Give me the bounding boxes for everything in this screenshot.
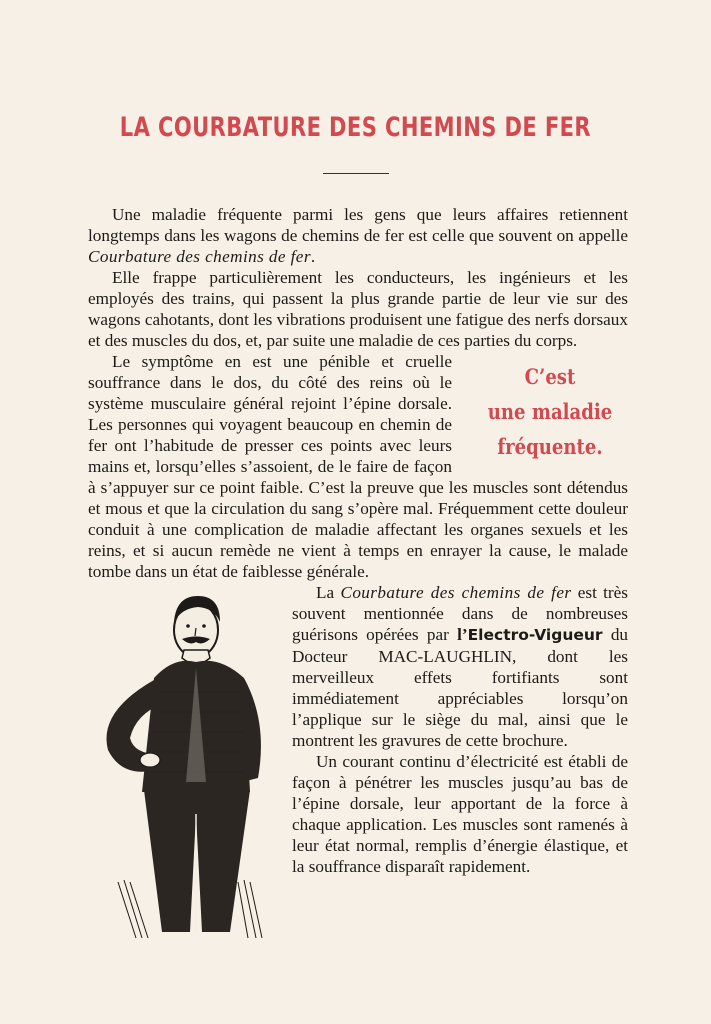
paragraph-1 — [88, 204, 628, 267]
article-body — [88, 204, 628, 940]
brand-name: Electro-Vigueur — [467, 626, 603, 644]
paragraph-4-text-c: du Docteur MAC-LAUGHLIN, dont les merveilleux effets fortifiants sont immédiatement appréciables lorsqu’on l’applique sur le siège du mal, ainsi que le montrent les gravures de cette brochure. — [292, 625, 629, 750]
paragraph-2: Elle frappe particulièrement les conducteurs, les ingénieurs et les employés des trains, qui passent la plus grande partie de leur vie sur des wagons cahotants, dont les vibrations produisent une fatigue des nerfs dorsaux et des muscles du dos, et, par suite une maladie de ces parties du corps. — [88, 268, 628, 350]
paragraph-3: Le symptôme en est une pénible et cruelle souffrance dans le dos, du côté des reins où le système musculaire général rejoint l’épine dorsale. Les personnes qui voyagent beaucoup en chemin de fer ont l’habitude de presser ces points avec leurs mains et, lorsqu’elles s’assoient, de le faire de façon à s’appuyer sur ce point faible. C’est la preuve que les muscles sont détendus et mous et que la circulation du sang s’opère mal. Fréquemment cette douleur conduit à une complication de maladie affectant les organes sexuels et les reins, et si aucun remède ne vient à temps en enrayer la cause, le malade tombe dans un état de faiblesse générale. — [88, 352, 628, 581]
paragraph-5: Un courant continu d’électricité est établi de façon à pénétrer les muscles jusqu’au bas de l’épine dorsale, leur apportant de la force à chaque application. Les muscles sont ramenés à leur état normal, remplis d’énergie élastique, et la souffrance disparaît rapidement. — [292, 752, 628, 876]
paragraph-1-end: . — [310, 247, 316, 266]
paragraph-4-italic: Courbature des chemins de fer — [340, 583, 572, 602]
pullquote-line-2: une maladie — [487, 399, 613, 424]
pullquote-line-1: C’est — [524, 364, 576, 389]
paragraph-1-text: Une maladie fréquente parmi les gens que leurs affaires retiennent longtemps dans les wagons de chemins de fer est celle que souvent on appelle — [88, 205, 628, 245]
paragraph-4-text: La — [316, 583, 341, 602]
engraved-man-icon — [78, 582, 276, 940]
paragraph-4-text-b: est très souvent mentionnée dans de nombreuses guérisons opérées par — [292, 583, 628, 644]
pullquote-line-3: fréquente. — [497, 434, 603, 459]
brand-prefix: l’ — [457, 625, 468, 644]
paragraph-1-italic: Courbature des chemins de fer — [88, 247, 311, 266]
pullquote — [483, 359, 617, 464]
title-divider — [323, 173, 389, 174]
man-illustration — [78, 582, 276, 940]
page-title: LA COURBATURE DES CHEMINS DE FER — [119, 112, 592, 143]
